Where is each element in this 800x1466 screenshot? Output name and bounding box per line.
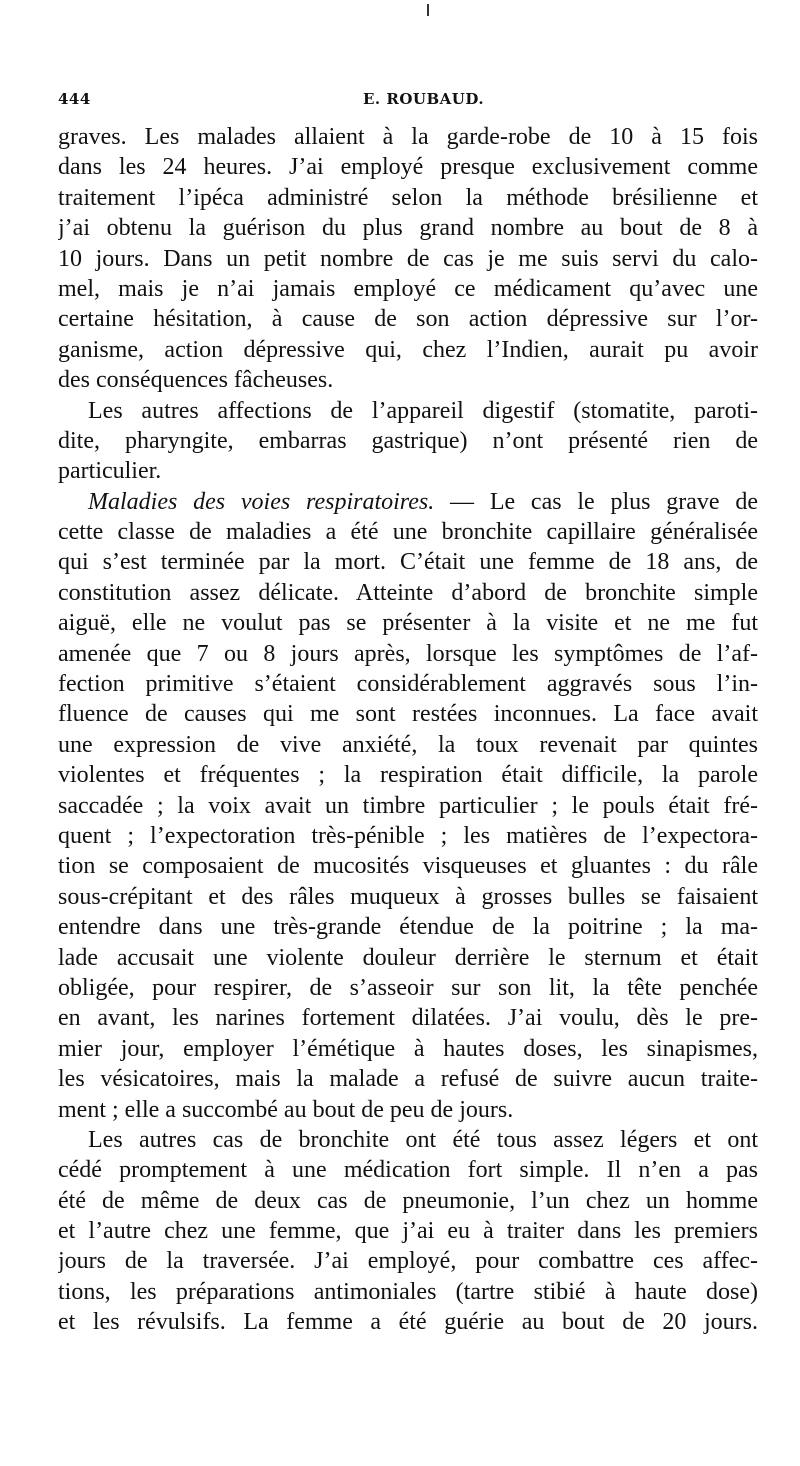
text-line: qui s’est terminée par la mort. C’était une femme de 18 ans, de <box>58 549 758 576</box>
text-line: une expression de vive anxiété, la toux revenait par quintes <box>58 731 758 758</box>
text-line: lade accusait une violente douleur derrière le sternum et était <box>58 944 758 971</box>
text-line: j’ai obtenu la guérison du plus grand nombre au bout de 8 à <box>58 215 758 242</box>
text-line: violentes et fréquentes ; la respiration était difficile, la parole <box>58 762 758 789</box>
page-number: 444 <box>58 90 91 108</box>
text-line: Les autres affections de l’appareil digestif (stomatite, paroti- <box>88 397 758 424</box>
text-line: et l’autre chez une femme, que j’ai eu à traiter dans les premiers <box>58 1218 758 1245</box>
text-line: particulier. <box>58 458 162 485</box>
text-line: 10 jours. Dans un petit nombre de cas je me suis servi du calo- <box>58 245 758 272</box>
text-line: quent ; l’expectoration très-pénible ; les matières de l’expectora- <box>58 822 758 849</box>
text-line: ment ; elle a succombé au bout de peu de jours. <box>58 1096 514 1123</box>
text-line: dans les 24 heures. J’ai employé presque exclusivement comme <box>58 154 758 181</box>
text-line: obligée, pour respirer, de s’asseoir sur son lit, la tête penchée <box>58 974 758 1001</box>
text-line: en avant, les narines fortement dilatées. J’ai voulu, dès le pre- <box>58 1005 758 1032</box>
text-line: mier jour, employer l’émétique à hautes doses, les sinapismes, <box>58 1035 758 1062</box>
text-line: les vésicatoires, mais la malade a refusé de suivre aucun traite- <box>58 1066 758 1093</box>
text-line: cédé promptement à une médication fort simple. Il n’en a pas <box>58 1157 758 1184</box>
text-line: et les révulsifs. La femme a été guérie au bout de 20 jours. <box>58 1309 758 1336</box>
body-text <box>58 122 758 1338</box>
text-line: tions, les préparations antimoniales (tartre stibié à haute dose) <box>58 1278 758 1305</box>
text-line: entendre dans une très-grande étendue de la poitrine ; la ma- <box>58 914 758 941</box>
text-line: mel, mais je n’ai jamais employé ce médicament qu’avec une <box>58 275 758 302</box>
text-line: été de même de deux cas de pneumonie, l’un chez un homme <box>58 1187 758 1214</box>
section-heading: Maladies des voies respiratoires. <box>88 488 435 515</box>
running-head: E. ROUBAUD. <box>363 90 485 108</box>
text-line: constitution assez délicate. Atteinte d’abord de bronchite simple <box>58 579 758 606</box>
text-line: tion se composaient de mucosités visqueuses et gluantes : du râle <box>58 853 758 880</box>
text-line: aiguë, elle ne voulut pas se présenter à la visite et ne me fut <box>58 610 758 637</box>
text-line: fluence de causes qui me sont restées inconnues. La face avait <box>58 701 758 728</box>
text-line: fection primitive s’étaient considérablement aggravés sous l’in- <box>58 671 758 698</box>
section-lead-line <box>58 487 758 517</box>
text-run: — Le cas le plus grave de <box>434 488 758 515</box>
text-line: amenée que 7 ou 8 jours après, lorsque les symptômes de l’af- <box>58 640 758 667</box>
text-line: certaine hésitation, à cause de son action dépressive sur l’or- <box>58 306 758 333</box>
page-mark <box>427 4 429 16</box>
text-line: des conséquences fâcheuses. <box>58 367 334 394</box>
text-line: traitement l’ipéca administré selon la méthode brésilienne et <box>58 184 758 211</box>
text-line: ganisme, action dépressive qui, chez l’Indien, aurait pu avoir <box>58 336 758 363</box>
text-line: sous-crépitant et des râles muqueux à grosses bulles se faisaient <box>58 883 758 910</box>
text-line: saccadée ; la voix avait un timbre particulier ; le pouls était fré- <box>58 792 758 819</box>
text-line: dite, pharyngite, embarras gastrique) n’ont présenté rien de <box>58 427 758 454</box>
text-line: graves. Les malades allaient à la garde-robe de 10 à 15 fois <box>58 124 758 150</box>
page-header <box>58 90 758 114</box>
text-line: jours de la traversée. J’ai employé, pour combattre ces affec- <box>58 1248 758 1275</box>
text-line: Les autres cas de bronchite ont été tous assez légers et ont <box>88 1126 758 1153</box>
text-line: cette classe de maladies a été une bronchite capillaire généralisée <box>58 519 758 546</box>
